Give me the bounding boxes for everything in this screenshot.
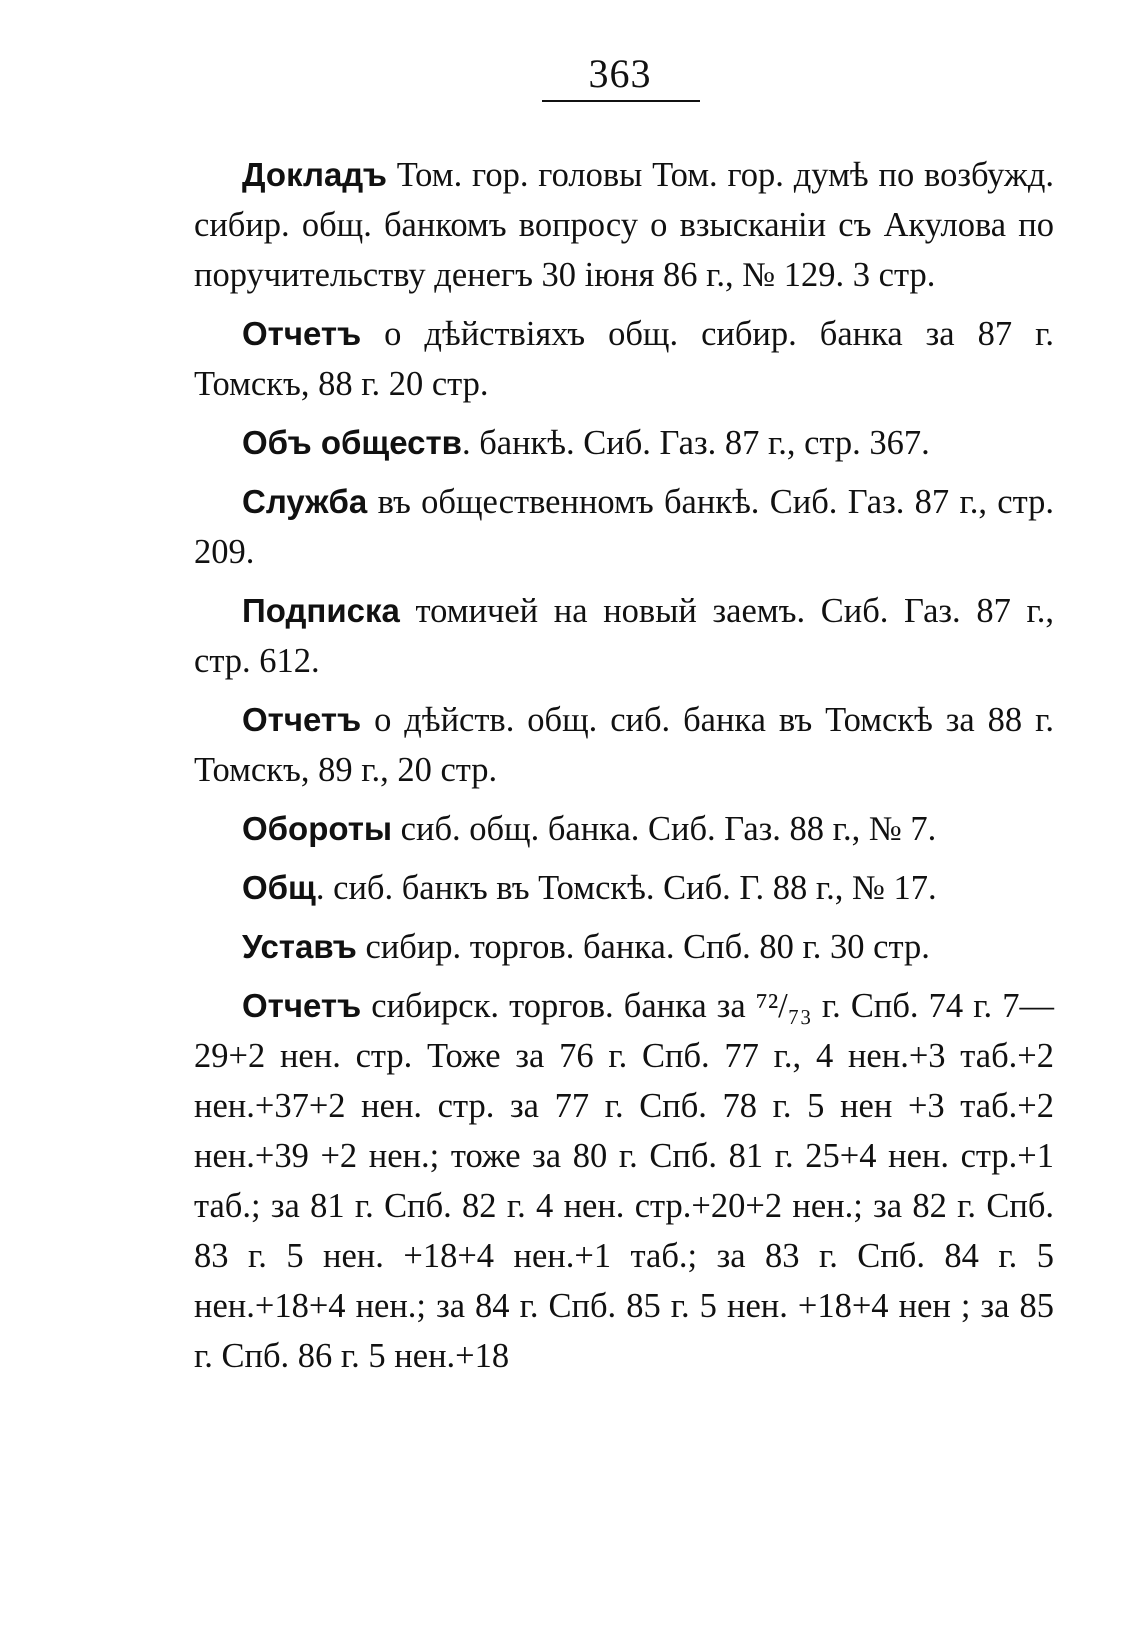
bibliography-entry	[194, 804, 1054, 854]
bibliography-entry	[194, 150, 1054, 300]
page-number-rule	[542, 100, 700, 102]
entry-text: . сиб. банкъ въ Томскѣ. Сиб. Г. 88 г., № 17.	[315, 869, 937, 907]
entry-text: о дѣйствіяхъ общ. сибир. банка за 87 г. Томскъ, 88 г. 20 стр.	[194, 315, 1054, 403]
entry-text: Том. гор. головы Том. гор. думѣ по возбужд. сибир. общ. банкомъ вопросу о взысканіи съ Акулова по поручительству денегъ 30 іюня 86 г., № 129. 3 стр.	[194, 156, 1054, 294]
bibliography-entry	[194, 309, 1054, 409]
bibliography-entry	[194, 922, 1054, 972]
page-number: 363	[588, 51, 652, 96]
entry-heading: Служба	[242, 483, 368, 520]
entry-heading: Отчетъ	[242, 701, 362, 738]
entry-text: въ общественномъ банкѣ. Сиб. Газ. 87 г., стр. 209.	[194, 483, 1054, 571]
entry-heading: Докладъ	[242, 156, 387, 193]
bibliography-entries	[194, 150, 1054, 1390]
bibliography-entry	[194, 418, 1054, 468]
entry-heading: Обороты	[242, 810, 393, 847]
entry-heading: Объ обществ	[242, 424, 462, 461]
entry-text: о дѣйств. общ. сиб. банка въ Томскѣ за 88 г. Томскъ, 89 г., 20 стр.	[194, 701, 1054, 789]
entry-heading: Общ	[242, 869, 316, 906]
bibliography-entry	[194, 586, 1054, 686]
entry-heading: Отчетъ	[242, 315, 362, 352]
bibliography-entry	[194, 477, 1054, 577]
entry-text: сиб. общ. банка. Сиб. Газ. 88 г., № 7.	[400, 810, 937, 848]
bibliography-entry	[194, 981, 1054, 1381]
entry-text: томичей на новый заемъ. Сиб. Газ. 87 г., стр. 612.	[194, 592, 1055, 680]
entry-text: . банкѣ. Сиб. Газ. 87 г., стр. 367.	[461, 424, 930, 462]
bibliography-entry	[194, 863, 1054, 913]
entry-heading: Подписка	[242, 592, 400, 629]
entry-heading: Уставъ	[242, 928, 357, 965]
bibliography-entry	[194, 695, 1054, 795]
entry-heading: Отчетъ	[242, 987, 362, 1024]
entry-text: сибир. торгов. банка. Спб. 80 г. 30 стр.	[365, 928, 930, 966]
entry-text: сибирск. торгов. банка за ⁷²/₇₃ г. Спб. 74 г. 7—29+2 нен. стр. Тоже за 76 г. Спб. 77 г., 4 нен.+3 таб.+2 нен.+37+2 нен. стр. за 77 г. Спб. 78 г. 5 нен +3 таб.+2 нен.+39 +2 нен.; тоже за 80 г. Спб. 81 г. 25+4 нен. стр.+1 таб.; за 81 г. Спб. 82 г. 4 нен. стр.+20+2 нен.; за 82 г. Спб. 83 г. 5 нен. +18+4 нен.+1 таб.; за 83 г. Спб. 84 г. 5 нен.+18+4 нен.; за 84 г. Спб. 85 г. 5 нен. +18+4 нен ; за 85 г. Спб. 86 г. 5 нен.+18	[194, 987, 1055, 1375]
